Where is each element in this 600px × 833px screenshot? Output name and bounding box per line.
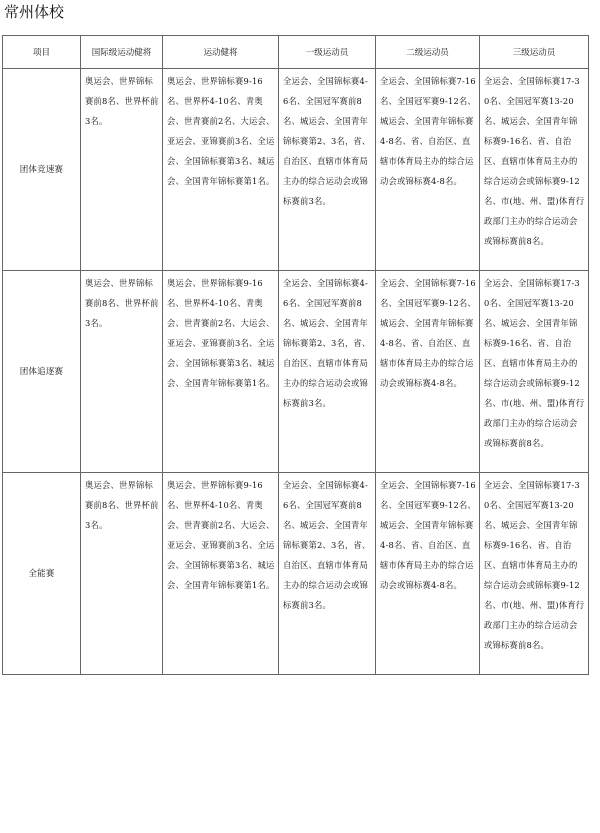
page-title: 常州体校 bbox=[4, 3, 65, 21]
row-item-name: 团体追逐赛 bbox=[3, 271, 81, 473]
cell-international-master: 奥运会、世界锦标赛前8名、世界杯前3名。 bbox=[81, 271, 163, 473]
table-header-row bbox=[3, 36, 589, 69]
cell-international-master: 奥运会、世界锦标赛前8名、世界杯前3名。 bbox=[81, 69, 163, 271]
table-row bbox=[3, 473, 589, 675]
cell-master: 奥运会、世界锦标赛9-16名、世界杯4-10名、青奥会、世青赛前2名、大运会、亚运会、亚锦赛前3名、全运会、全国锦标赛第3名、城运会、全国青年锦标赛第1名。 bbox=[163, 69, 279, 271]
column-header-level3: 三级运动员 bbox=[480, 36, 589, 69]
row-item-name: 团体竞速赛 bbox=[3, 69, 81, 271]
table-row bbox=[3, 271, 589, 473]
column-header-master: 运动健将 bbox=[163, 36, 279, 69]
cell-master: 奥运会、世界锦标赛9-16名、世界杯4-10名、青奥会、世青赛前2名、大运会、亚运会、亚锦赛前3名、全运会、全国锦标赛第3名、城运会、全国青年锦标赛第1名。 bbox=[163, 271, 279, 473]
cell-master: 奥运会、世界锦标赛9-16名、世界杯4-10名、青奥会、世青赛前2名、大运会、亚运会、亚锦赛前3名、全运会、全国锦标赛第3名、城运会、全国青年锦标赛第1名。 bbox=[163, 473, 279, 675]
cell-level1: 全运会、全国锦标赛4-6名、全国冠军赛前8名、城运会、全国青年锦标赛第2、3名，省、自治区、直辖市体育局主办的综合运动会或锦标赛前3名。 bbox=[279, 473, 376, 675]
cell-level2: 全运会、全国锦标赛7-16名、全国冠军赛9-12名、城运会、全国青年锦标赛4-8名、省、自治区、直辖市体育局主办的综合运动会或锦标赛4-8名。 bbox=[376, 271, 480, 473]
cell-level3: 全运会、全国锦标赛17-30名、全国冠军赛13-20名、城运会、全国青年锦标赛9-16名、省、自治区、直辖市体育局主办的综合运动会或锦标赛9-12名、市(地、州、盟)体育行政部门主办的综合运动会或锦标赛前8名。 bbox=[480, 69, 589, 271]
cell-international-master: 奥运会、世界锦标赛前8名、世界杯前3名。 bbox=[81, 473, 163, 675]
column-header-level1: 一级运动员 bbox=[279, 36, 376, 69]
cell-level3: 全运会、全国锦标赛17-30名、全国冠军赛13-20名、城运会、全国青年锦标赛9-16名、省、自治区、直辖市体育局主办的综合运动会或锦标赛9-12名、市(地、州、盟)体育行政部门主办的综合运动会或锦标赛前8名。 bbox=[480, 271, 589, 473]
cell-level1: 全运会、全国锦标赛4-6名、全国冠军赛前8名、城运会、全国青年锦标赛第2、3名，省、自治区、直辖市体育局主办的综合运动会或锦标赛前3名。 bbox=[279, 69, 376, 271]
cell-level3: 全运会、全国锦标赛17-30名、全国冠军赛13-20名、城运会、全国青年锦标赛9-16名、省、自治区、直辖市体育局主办的综合运动会或锦标赛9-12名、市(地、州、盟)体育行政部门主办的综合运动会或锦标赛前8名。 bbox=[480, 473, 589, 675]
athlete-standards-table bbox=[2, 35, 589, 675]
row-item-name: 全能赛 bbox=[3, 473, 81, 675]
table-row bbox=[3, 69, 589, 271]
cell-level2: 全运会、全国锦标赛7-16名、全国冠军赛9-12名、城运会、全国青年锦标赛4-8名、省、自治区、直辖市体育局主办的综合运动会或锦标赛4-8名。 bbox=[376, 69, 480, 271]
column-header-item: 项目 bbox=[3, 36, 81, 69]
column-header-level2: 二级运动员 bbox=[376, 36, 480, 69]
cell-level1: 全运会、全国锦标赛4-6名、全国冠军赛前8名、城运会、全国青年锦标赛第2、3名，省、自治区、直辖市体育局主办的综合运动会或锦标赛前3名。 bbox=[279, 271, 376, 473]
column-header-international-master: 国际级运动健将 bbox=[81, 36, 163, 69]
cell-level2: 全运会、全国锦标赛7-16名、全国冠军赛9-12名、城运会、全国青年锦标赛4-8名、省、自治区、直辖市体育局主办的综合运动会或锦标赛4-8名。 bbox=[376, 473, 480, 675]
